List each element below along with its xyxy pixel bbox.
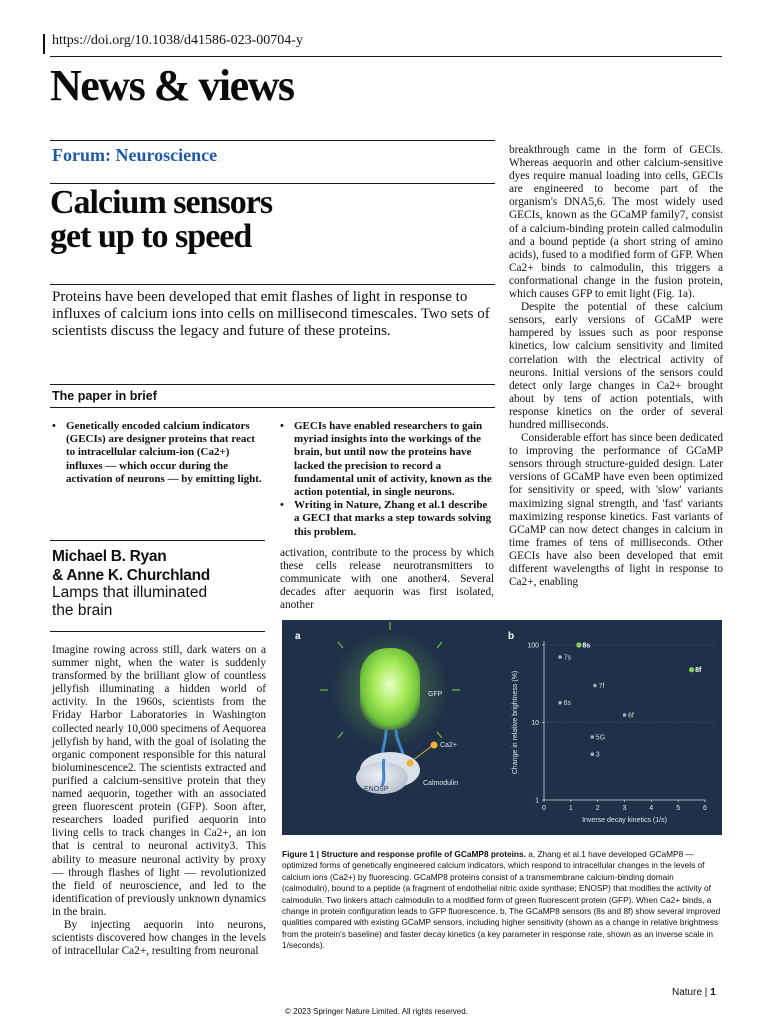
author-line-1: Michael B. Ryan — [52, 548, 167, 565]
masthead: News & views — [50, 61, 294, 110]
data-point — [591, 735, 595, 739]
author-rule — [50, 540, 265, 541]
panel-b-label: b — [508, 631, 515, 642]
y-tick-label: 100 — [527, 642, 539, 650]
data-point — [558, 701, 562, 705]
caption-lead: Figure 1 | Structure and response profile of GCaMP8 proteins. — [282, 849, 526, 859]
subtitle-rule — [50, 631, 265, 632]
data-label: 3 — [595, 751, 600, 759]
figure-graphic — [282, 620, 722, 835]
figure-1 — [282, 620, 722, 835]
brief-rule — [50, 407, 495, 408]
gfp-label: GFP — [428, 691, 443, 698]
body-paragraph: Imagine rowing across still, dark waters on a summer night, when the water is suddenly transformed by the brilliant glow of countless jellyfish illuminating a hidden world of activity. In the 1960s, scientists from the Friday Harbor Laboratories in Washington collected nearly 10,000 specimens of Aequorea jellyfish by hand, with the goal of isolating the organic component responsible for this natural bioluminescence2. The scientists extracted and purified a calcium-sensitive protein that they named aequorin, together with an associated green fluorescent protein (GFP). Soon after, researchers loaded purified aequorin into living cells to track changes in Ca2+, an ion that is central to neuronal activity3. This ability to measure neuronal activity by proxy — through flashes of light — revolutionized the field of neuroscience, and led to the identification of previously unknown dynamics in the brain. — [52, 644, 266, 918]
x-tick-label: 2 — [595, 805, 600, 812]
author-names — [52, 547, 210, 585]
data-label: 7s — [563, 654, 572, 662]
x-axis-title: Inverse decay kinetics (1/s) — [582, 817, 667, 824]
data-label: 8s — [582, 642, 591, 650]
data-point — [623, 713, 627, 717]
journal-name: Nature — [672, 987, 703, 998]
standfirst: Proteins have been developed that emit flashes of light in response to influxes of calcium ions into cells on millisecond timescales. Two sets of scientists discuss the legacy and future of these proteins. — [52, 289, 490, 339]
headline-line2: get up to speed — [50, 218, 252, 255]
page-number: 1 — [710, 987, 716, 998]
data-point — [576, 642, 581, 647]
brief-bullets-left — [52, 420, 264, 486]
subtitle-line-2: the brain — [52, 602, 113, 619]
doi-link[interactable]: https://doi.org/10.1038/d41586-023-00704-y — [52, 33, 303, 48]
x-tick-label: 6 — [703, 805, 707, 812]
brief-bullet-1-text: Genetically encoded calcium indicators (GECIs) are designer proteins that react to intracellular calcium-ion (Ca2+) influxes — which occur during the activation of neurons — by emitting light. — [66, 420, 262, 485]
brief-bullet-2 — [280, 420, 492, 499]
body-paragraph: Despite the potential of these calcium sensors, early versions of GCaMP were hampered by issues such as poor response kinetics, low calcium sensitivity and limited correlation with the electrical activity of neurons. Initial versions of the sensors could detect only large changes in Ca2+ brought about by tens of action potentials, with response kinetics on the order of several hundred milliseconds. — [509, 301, 723, 431]
x-tick-label: 3 — [622, 805, 627, 812]
brief-bullet-1 — [52, 420, 264, 486]
body-column-2 — [280, 547, 494, 612]
body-paragraph: activation, contribute to the process by which these cells release neurotransmitters to communicate with one another4. Several decades after aequorin was first isolated, another — [280, 547, 494, 612]
ion-pointer — [413, 746, 432, 760]
headline — [50, 186, 490, 254]
data-label: 6s — [563, 700, 572, 708]
page-footer — [672, 987, 716, 998]
gfp-protein — [320, 622, 460, 748]
data-label: 5G — [595, 734, 606, 742]
body-paragraph: By injecting aequorin into neurons, scientists discovered how changes in the levels of intracellular Ca2+, resulting from neuronal — [52, 918, 266, 958]
copyright: © 2023 Springer Nature Limited. All rights reserved. — [285, 1007, 468, 1016]
enosp-label: ENOSP — [364, 786, 389, 793]
figure-caption — [282, 849, 722, 952]
header-rule — [50, 56, 722, 57]
data-point — [591, 752, 595, 756]
data-label: 6f — [628, 712, 634, 720]
body-column-1 — [52, 644, 266, 958]
section-label: Forum: Neuroscience — [52, 145, 218, 165]
author-line-2: & Anne K. Churchland — [52, 567, 210, 584]
brief-title: The paper in brief — [52, 389, 157, 403]
calcium-label: Ca2+ — [440, 742, 457, 749]
x-tick-label: 1 — [568, 805, 573, 812]
subtitle-line-1: Lamps that illuminated — [52, 584, 208, 601]
brief-bullet-3 — [280, 499, 492, 539]
y-axis-title: Change in relative brightness (%) — [512, 670, 519, 775]
scatter-plot — [512, 641, 715, 824]
body-column-3 — [509, 144, 723, 589]
data-point — [558, 655, 562, 659]
calmodulin-label: Calmodulin — [423, 780, 459, 787]
data-label: 7f — [598, 683, 605, 691]
forum-rule — [50, 140, 495, 141]
footer-separator: | — [704, 987, 711, 998]
body-paragraph: breakthrough came in the form of GECIs. Whereas aequorin and other calcium-sensitive dyes require manual loading into cells, GECIs are engineered to become part of the organism's DNA5,6. The most widely used GECIs, known as the GCaMP family7, consist of a calcium-binding protein called calmodulin and a bound peptide (a short string of amino acids), fused to a modified form of GFP. When Ca2+ binds to calmodulin, this triggers a conformational change in the fusion protein, which causes GFP to emit light (Fig. 1a). — [509, 144, 723, 301]
peptide — [382, 759, 384, 786]
header-bar — [43, 34, 45, 54]
data-point — [593, 684, 597, 688]
standfirst-rule — [50, 284, 495, 285]
calcium-ion — [407, 760, 414, 767]
brief-bullet-3-text: Writing in Nature, Zhang et al.1 describe a GECI that marks a step towards solving this problem. — [294, 499, 492, 538]
calcium-ion-key — [431, 742, 438, 749]
data-point — [689, 667, 694, 672]
y-tick-label: 10 — [531, 720, 539, 727]
body-paragraph: Considerable effort has since been dedicated to improving the performance of GCaMP sensors through structure-guided design. Later versions of GCaMP have even been optimized for sensitivity or speed, with 'slow' variants maximizing signal strength, and 'fast' variants maximizing response kinetics. Fast variants of GCaMP can now detect changes in calcium in time frames of tens of milliseconds. Other GECIs have also been developed that emit different wavelengths of light in response to Ca2+, enabling — [509, 432, 723, 589]
x-tick-label: 4 — [649, 805, 654, 812]
y-tick-label: 1 — [535, 797, 539, 805]
data-label: 8f — [695, 667, 702, 675]
caption-text: a, Zhang et al.1 have developed GCaMP8 — optimized forms of genetically engineered calcium indicators, which respond to intracellular changes in the levels of calcium ions (Ca2+) by fluorescing. GCaMP8 proteins consist of a transmembrane calcium-binding domain (calmodulin), bound to a peptide (a fragment of endothelial nitric oxide synthase; ENOSP) that modifies the activity of calmodulin. Two linkers attach calmodulin to a modified form of green fluorescent protein (GFP). When Ca2+ binds, a change in protein configuration leads to GFP fluorescence. b, The GCaMP8 sensors (8s and 8f) show several improved qualities compared with existing GCaMP sensors, including higher sensitivity (shown as a change in relative brightness from the protein's baseline) and faster decay kinetics (a key parameter in response rate, shown as an inverse scale in 1/seconds). — [282, 849, 721, 951]
brief-rule-top — [50, 384, 495, 385]
brief-bullet-2-text: GECIs have enabled researchers to gain myriad insights into the workings of the brain, but until now the proteins have lacked the precision to record a fundamental unit of activity, known as the action potential, in single neurons. — [294, 420, 492, 499]
brief-bullets-right — [280, 420, 492, 539]
x-tick-label: 0 — [542, 805, 546, 812]
x-tick-label: 5 — [676, 805, 681, 812]
panel-a-label: a — [295, 631, 301, 642]
article-subtitle — [52, 584, 207, 620]
headline-line1: Calcium sensors — [50, 184, 273, 221]
